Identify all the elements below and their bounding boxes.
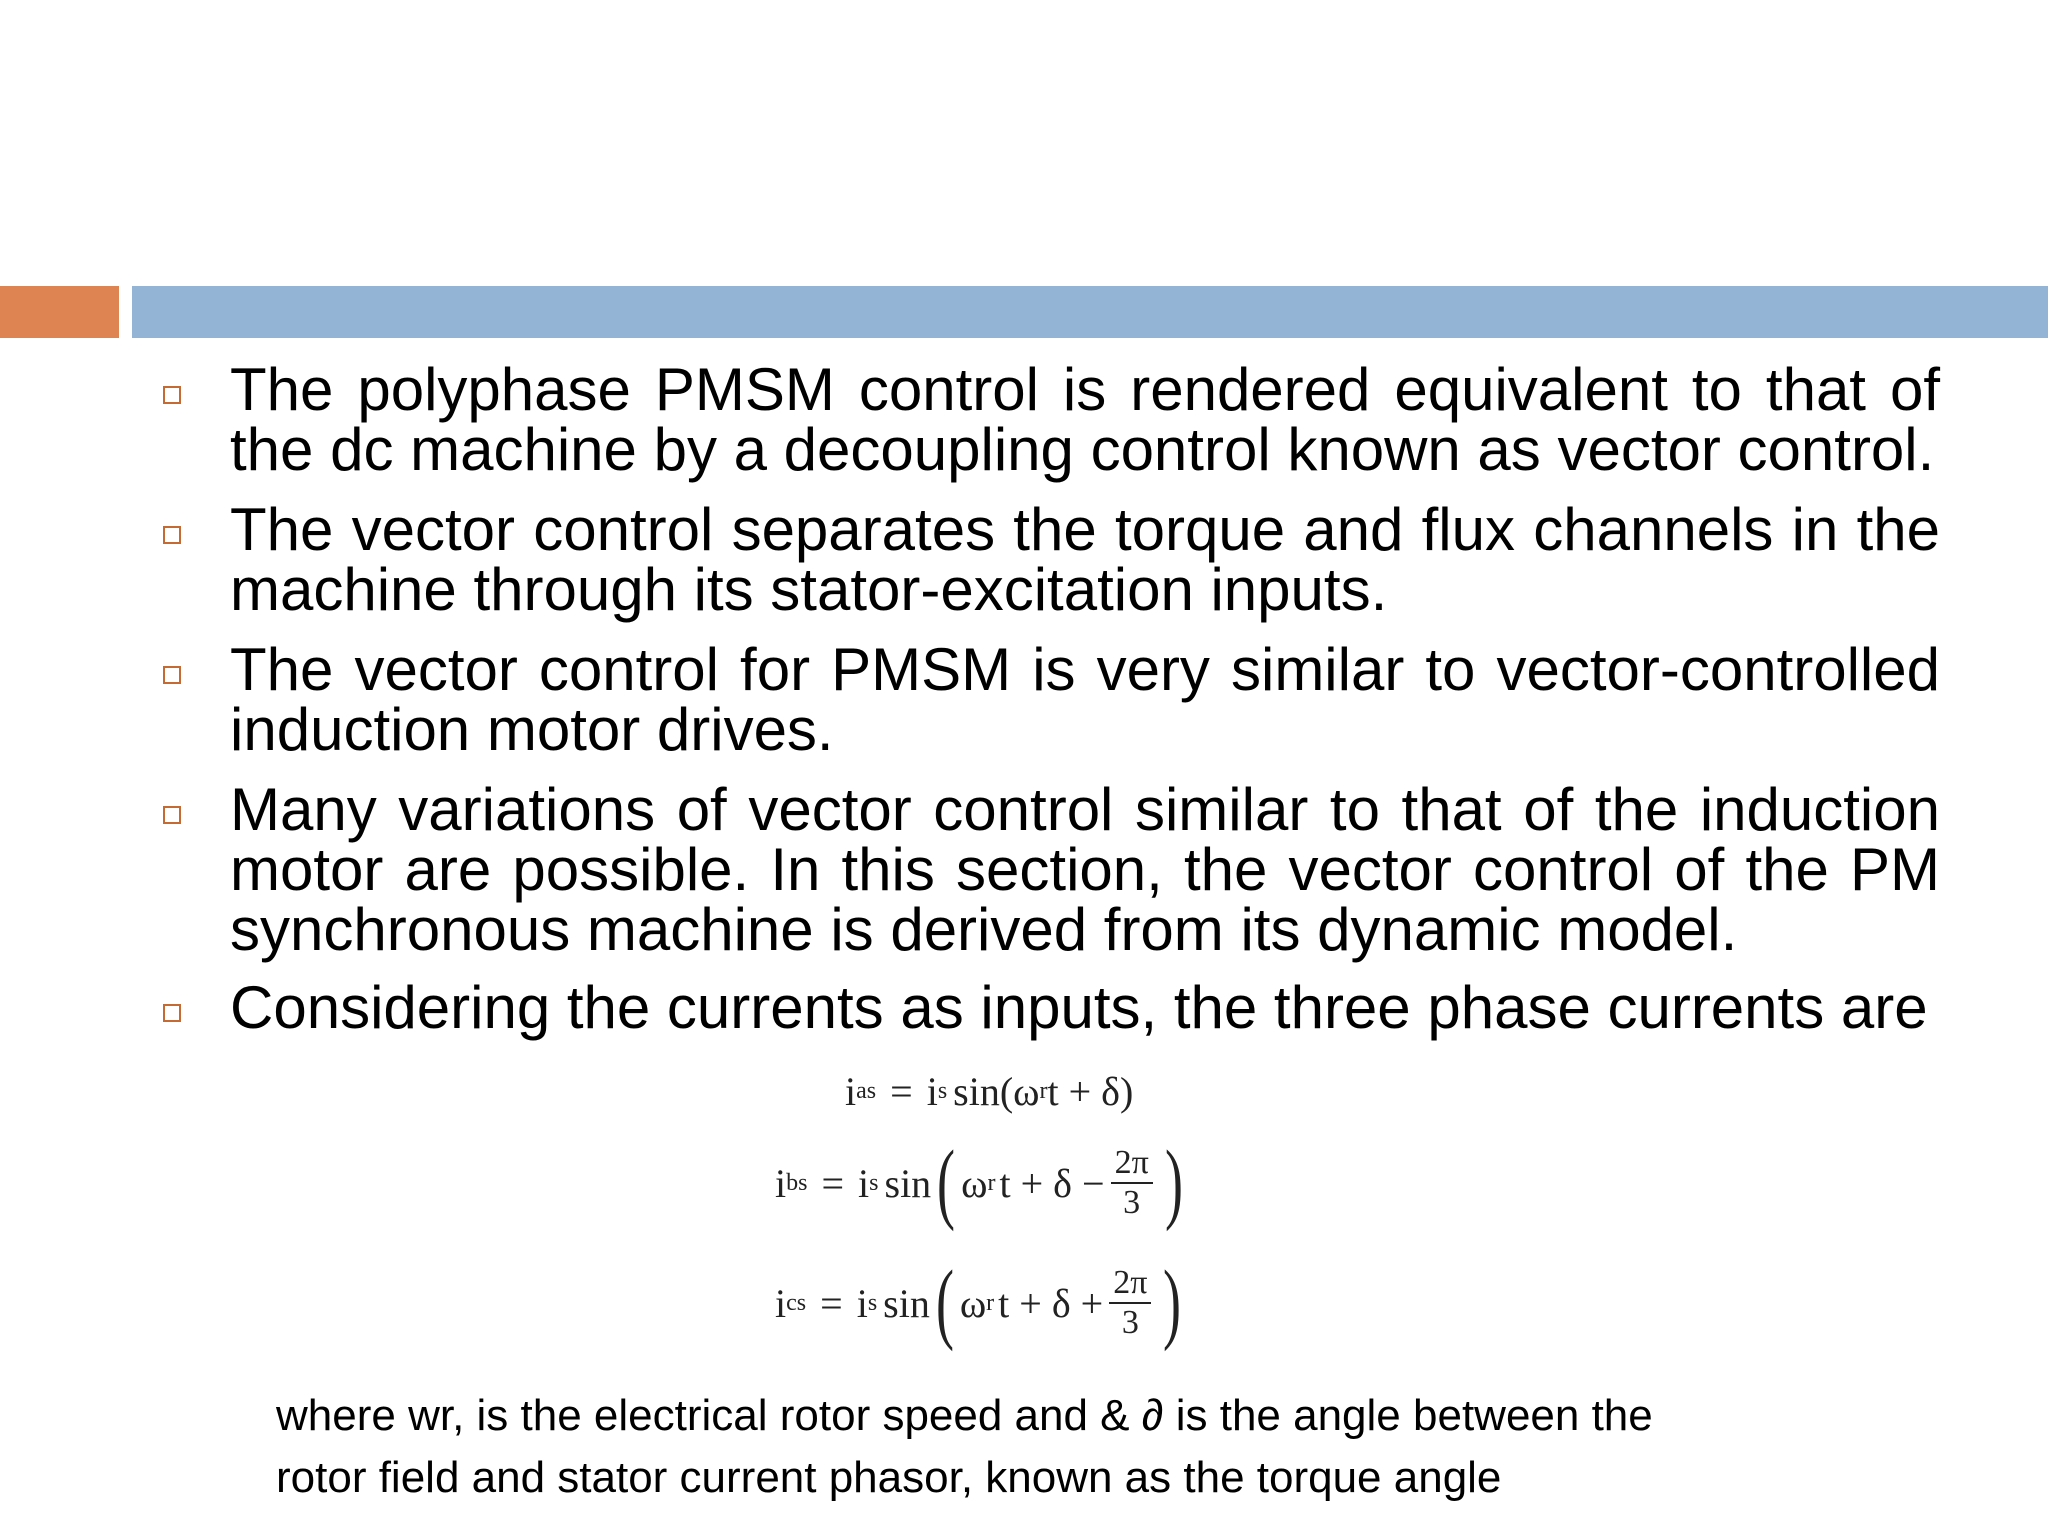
fraction: $\frac{2\pi}{3}$ [1111, 1144, 1153, 1222]
equation-ias: i as = i s sin (ω r t + δ) [845, 1069, 1134, 1114]
bullet-item [160, 974, 1940, 1041]
bullet-square-icon [163, 1004, 181, 1022]
bullet-text: The vector control separates the torque and flux channels in the machine through its stator-excitation inputs. [230, 496, 1940, 623]
bullet-item [160, 356, 1940, 483]
fraction: $\frac{2\pi}{3}$ [1109, 1264, 1151, 1342]
accent-bar-orange [0, 286, 119, 338]
bullet-item [160, 636, 1940, 763]
bullet-item [160, 496, 1940, 623]
left-paren-icon: ( [937, 1133, 956, 1232]
left-paren-icon: ( [935, 1253, 954, 1352]
right-paren-icon: ) [1163, 1253, 1182, 1352]
bullet-text: The vector control for PMSM is very similar to vector-controlled induction motor drives. [230, 636, 1940, 763]
bullet-text: Many variations of vector control similar to that of the induction motor are possible. In this section, the vector control of the PM synchronous machine is derived from its dynamic model. [230, 776, 1940, 963]
bullet-item [160, 776, 1940, 963]
accent-bar-blue [132, 286, 2048, 338]
equation-ics: i cs = i s sin ( ω r t + δ + $\frac{2\pi}{3}$ ) [775, 1253, 1182, 1352]
bullet-list [160, 356, 1940, 1041]
bullet-text: The polyphase PMSM control is rendered equivalent to that of the dc machine by a decoupling control known as vector control. [230, 356, 1940, 483]
footnote-line: where wr, is the electrical rotor speed and & ∂ is the angle between the [276, 1391, 1653, 1440]
bullet-square-icon [163, 806, 181, 824]
bullet-text: Considering the currents as inputs, the three phase currents are [230, 974, 1928, 1041]
footnote-line: rotor field and stator current phasor, known as the torque angle [276, 1453, 1502, 1502]
equation-ibs: i bs = i s sin ( ω r t + δ − $\frac{2\pi}{3}$ ) [775, 1133, 1183, 1232]
bullet-square-icon [163, 666, 181, 684]
bullet-square-icon [163, 386, 181, 404]
footnote [276, 1385, 1996, 1509]
phase-current-equations [735, 1058, 1310, 1376]
bullet-square-icon [163, 526, 181, 544]
right-paren-icon: ) [1164, 1133, 1183, 1232]
